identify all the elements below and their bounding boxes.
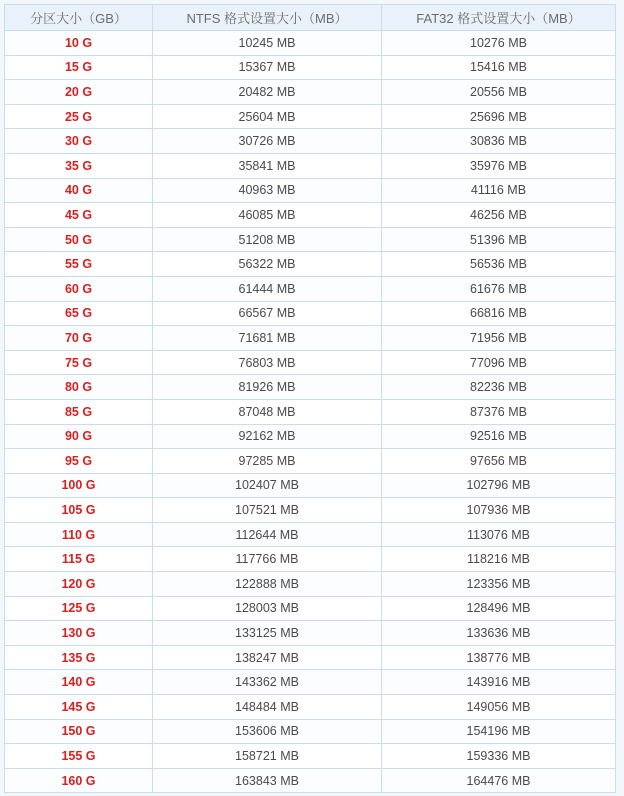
table-row [5,228,616,253]
table-row [5,695,616,720]
partition-size-cell: 15 G [5,56,153,81]
fat32-size-cell: 10276 MB [382,31,616,56]
partition-size-cell: 135 G [5,646,153,671]
fat32-size-cell: 77096 MB [382,351,616,376]
ntfs-size-cell: 97285 MB [153,449,382,474]
partition-size-cell: 120 G [5,572,153,597]
partition-size-cell: 50 G [5,228,153,253]
fat32-size-cell: 61676 MB [382,277,616,302]
fat32-size-cell: 56536 MB [382,252,616,277]
partition-size-cell: 85 G [5,400,153,425]
table-header-row [5,5,616,31]
table-row [5,400,616,425]
partition-size-cell: 145 G [5,695,153,720]
ntfs-size-cell: 71681 MB [153,326,382,351]
ntfs-size-cell: 66567 MB [153,302,382,327]
partition-size-cell: 95 G [5,449,153,474]
table-row [5,154,616,179]
ntfs-size-cell: 46085 MB [153,203,382,228]
ntfs-size-cell: 128003 MB [153,597,382,622]
ntfs-size-cell: 10245 MB [153,31,382,56]
partition-size-cell: 110 G [5,523,153,548]
fat32-size-cell: 15416 MB [382,56,616,81]
ntfs-size-cell: 61444 MB [153,277,382,302]
table-row [5,129,616,154]
partition-size-cell: 40 G [5,179,153,204]
ntfs-size-cell: 56322 MB [153,252,382,277]
table-row [5,498,616,523]
table-row [5,744,616,769]
table-row [5,203,616,228]
fat32-size-cell: 159336 MB [382,744,616,769]
table-row [5,351,616,376]
fat32-size-cell: 82236 MB [382,375,616,400]
table-row [5,375,616,400]
table-row [5,621,616,646]
partition-size-cell: 70 G [5,326,153,351]
table-row [5,56,616,81]
partition-size-table [4,4,616,793]
partition-size-cell: 105 G [5,498,153,523]
ntfs-size-cell: 102407 MB [153,474,382,499]
partition-size-cell: 60 G [5,277,153,302]
table-row [5,179,616,204]
partition-size-cell: 155 G [5,744,153,769]
ntfs-size-cell: 143362 MB [153,670,382,695]
fat32-size-cell: 87376 MB [382,400,616,425]
table-row [5,449,616,474]
table-row [5,31,616,56]
table-row [5,326,616,351]
partition-size-cell: 125 G [5,597,153,622]
partition-size-cell: 115 G [5,547,153,572]
ntfs-size-cell: 81926 MB [153,375,382,400]
ntfs-size-cell: 92162 MB [153,425,382,450]
table-row [5,474,616,499]
partition-size-cell: 160 G [5,769,153,794]
header-fat32-size: FAT32 格式设置大小（MB） [382,5,616,31]
ntfs-size-cell: 20482 MB [153,80,382,105]
table-row [5,252,616,277]
table-row [5,670,616,695]
partition-size-cell: 80 G [5,375,153,400]
ntfs-size-cell: 158721 MB [153,744,382,769]
fat32-size-cell: 113076 MB [382,523,616,548]
partition-size-cell: 75 G [5,351,153,376]
partition-size-cell: 45 G [5,203,153,228]
fat32-size-cell: 51396 MB [382,228,616,253]
fat32-size-cell: 30836 MB [382,129,616,154]
partition-size-cell: 55 G [5,252,153,277]
fat32-size-cell: 20556 MB [382,80,616,105]
fat32-size-cell: 164476 MB [382,769,616,794]
table-row [5,80,616,105]
partition-size-cell: 20 G [5,80,153,105]
ntfs-size-cell: 40963 MB [153,179,382,204]
fat32-size-cell: 25696 MB [382,105,616,130]
table-row [5,277,616,302]
fat32-size-cell: 107936 MB [382,498,616,523]
partition-size-cell: 25 G [5,105,153,130]
fat32-size-cell: 97656 MB [382,449,616,474]
ntfs-size-cell: 15367 MB [153,56,382,81]
ntfs-size-cell: 117766 MB [153,547,382,572]
fat32-size-cell: 149056 MB [382,695,616,720]
table-row [5,720,616,745]
ntfs-size-cell: 35841 MB [153,154,382,179]
fat32-size-cell: 133636 MB [382,621,616,646]
table-row [5,572,616,597]
ntfs-size-cell: 148484 MB [153,695,382,720]
ntfs-size-cell: 51208 MB [153,228,382,253]
table-body [5,31,616,793]
table-row [5,646,616,671]
fat32-size-cell: 143916 MB [382,670,616,695]
table-row [5,523,616,548]
ntfs-size-cell: 153606 MB [153,720,382,745]
partition-size-cell: 30 G [5,129,153,154]
fat32-size-cell: 46256 MB [382,203,616,228]
ntfs-size-cell: 133125 MB [153,621,382,646]
table-row [5,547,616,572]
fat32-size-cell: 118216 MB [382,547,616,572]
fat32-size-cell: 102796 MB [382,474,616,499]
table-row [5,597,616,622]
partition-size-cell: 100 G [5,474,153,499]
ntfs-size-cell: 107521 MB [153,498,382,523]
table-row [5,769,616,794]
partition-size-cell: 35 G [5,154,153,179]
partition-size-cell: 140 G [5,670,153,695]
ntfs-size-cell: 76803 MB [153,351,382,376]
ntfs-size-cell: 30726 MB [153,129,382,154]
fat32-size-cell: 41116 MB [382,179,616,204]
fat32-size-cell: 154196 MB [382,720,616,745]
fat32-size-cell: 138776 MB [382,646,616,671]
fat32-size-cell: 92516 MB [382,425,616,450]
ntfs-size-cell: 122888 MB [153,572,382,597]
fat32-size-cell: 71956 MB [382,326,616,351]
fat32-size-cell: 66816 MB [382,302,616,327]
partition-size-cell: 65 G [5,302,153,327]
table-row [5,302,616,327]
header-ntfs-size: NTFS 格式设置大小（MB） [153,5,382,31]
table-row [5,425,616,450]
table-row [5,105,616,130]
partition-size-cell: 150 G [5,720,153,745]
fat32-size-cell: 35976 MB [382,154,616,179]
ntfs-size-cell: 112644 MB [153,523,382,548]
partition-size-cell: 130 G [5,621,153,646]
ntfs-size-cell: 163843 MB [153,769,382,794]
ntfs-size-cell: 25604 MB [153,105,382,130]
ntfs-size-cell: 138247 MB [153,646,382,671]
partition-size-cell: 10 G [5,31,153,56]
ntfs-size-cell: 87048 MB [153,400,382,425]
fat32-size-cell: 128496 MB [382,597,616,622]
header-partition-size: 分区大小（GB） [5,5,153,31]
partition-size-cell: 90 G [5,425,153,450]
fat32-size-cell: 123356 MB [382,572,616,597]
